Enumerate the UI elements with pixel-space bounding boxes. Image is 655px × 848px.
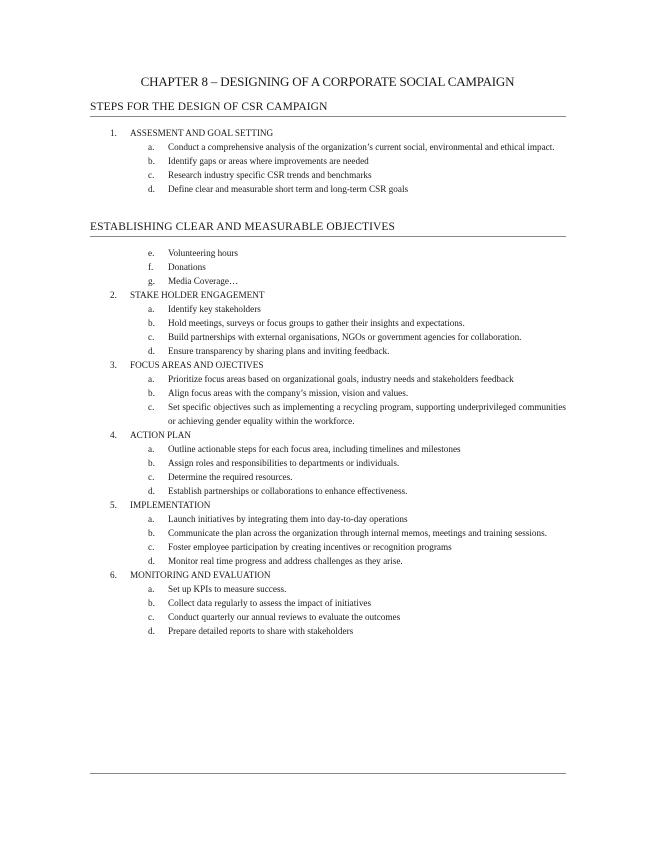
sub-item (0, 372, 655, 386)
objectives-list (0, 246, 655, 638)
sub-item-letter: c. (148, 472, 155, 482)
sub-item-letter: a. (148, 304, 155, 314)
sub-item-letter: b. (148, 388, 155, 398)
sub-item-letter: b. (148, 598, 155, 608)
sub-item (0, 140, 655, 154)
sub-item (0, 330, 655, 344)
list-item (0, 498, 655, 512)
sub-item-text: Research industry specific CSR trends and benchmarks (168, 170, 372, 180)
sub-item-text: Establish partnerships or collaborations to enhance effectiveness. (168, 486, 408, 496)
sub-item-letter: a. (148, 142, 155, 152)
sub-item (0, 246, 655, 260)
sub-item-text: Identify gaps or areas where improvements are needed (168, 156, 369, 166)
item-label: MONITORING AND EVALUATION (130, 570, 271, 580)
sub-item-text: Define clear and measurable short term and long-term CSR goals (168, 184, 409, 194)
sub-item-letter: c. (148, 612, 155, 622)
sub-item-letter: c. (148, 170, 155, 180)
sub-item-text: Volunteering hours (168, 248, 239, 258)
sub-item-letter: a. (148, 444, 155, 454)
sub-item-text: Monitor real time progress and address challenges as they arise. (168, 556, 403, 566)
sub-item (0, 554, 655, 568)
item-label: STAKE HOLDER ENGAGEMENT (130, 290, 265, 300)
sub-item-text: Hold meetings, surveys or focus groups to gather their insights and expectations. (168, 318, 465, 328)
sub-item (0, 400, 655, 428)
sub-item-letter: d. (148, 346, 155, 356)
item-label: IMPLEMENTATION (130, 500, 211, 510)
item-label: ASSESMENT AND GOAL SETTING (130, 128, 274, 138)
sub-item-letter: d. (148, 556, 155, 566)
sub-item-text: Launch initiatives by integrating them into day-to-day operations (168, 514, 408, 524)
list-item (0, 428, 655, 442)
sub-item-letter: a. (148, 514, 155, 524)
sub-item (0, 512, 655, 526)
sub-item-letter: b. (148, 458, 155, 468)
sub-item (0, 344, 655, 358)
item-label: FOCUS AREAS AND OJECTIVES (130, 360, 264, 370)
sub-item (0, 470, 655, 484)
sub-item-letter: b. (148, 318, 155, 328)
sub-item (0, 484, 655, 498)
sub-item-text: Identify key stakeholders (168, 304, 261, 314)
sub-item (0, 274, 655, 288)
sub-item-text: Conduct quarterly our annual reviews to evaluate the outcomes (168, 612, 401, 622)
sub-item (0, 316, 655, 330)
sub-item-text: Prioritize focus areas based on organizational goals, industry needs and stakeholders feedback (168, 374, 514, 384)
sub-item-text: Determine the required resources. (168, 472, 293, 482)
sub-item (0, 526, 655, 540)
sub-item (0, 456, 655, 470)
sub-item-text: Ensure transparency by sharing plans and inviting feedback. (168, 346, 390, 356)
sub-item-text: Build partnerships with external organisations, NGOs or government agencies for collaboration. (168, 332, 522, 342)
item-number: 1. (110, 128, 117, 138)
sub-item-letter: c. (148, 402, 155, 412)
sub-item-letter: a. (148, 374, 155, 384)
sub-item-letter: e. (148, 248, 155, 258)
section-heading-objectives: ESTABLISHING CLEAR AND MEASURABLE OBJECTIVES (90, 221, 566, 237)
list-item (0, 126, 655, 140)
item-number: 5. (110, 500, 117, 510)
list-item (0, 568, 655, 582)
sub-item-letter: b. (148, 156, 155, 166)
sub-item (0, 154, 655, 168)
section-heading-steps: STEPS FOR THE DESIGN OF CSR CAMPAIGN (90, 101, 566, 117)
sub-item-letter: d. (148, 184, 155, 194)
steps-list (0, 126, 655, 196)
sub-item-text: Donations (168, 262, 206, 272)
list-item (0, 288, 655, 302)
sub-item-text: Align focus areas with the company’s mission, vision and values. (168, 388, 409, 398)
sub-item-letter: a. (148, 584, 155, 594)
sub-item-text: Communicate the plan across the organization through internal memos, meetings and training sessions. (168, 528, 547, 538)
sub-item (0, 386, 655, 400)
sub-item-letter: d. (148, 626, 155, 636)
item-label: ACTION PLAN (130, 430, 191, 440)
sub-item-text: Assign roles and responsibilities to departments or individuals. (168, 458, 400, 468)
sub-item-letter: b. (148, 528, 155, 538)
item-number: 2. (110, 290, 117, 300)
sub-item-letter: f. (148, 262, 154, 272)
sub-item-text: Conduct a comprehensive analysis of the organization’s current social, environmental and ethical impact. (168, 142, 555, 152)
sub-item-letter: d. (148, 486, 155, 496)
sub-item-letter: c. (148, 332, 155, 342)
sub-item (0, 260, 655, 274)
sub-item-text: Set up KPIs to measure success. (168, 584, 287, 594)
item-number: 3. (110, 360, 117, 370)
sub-item (0, 610, 655, 624)
sub-item (0, 442, 655, 456)
sub-item (0, 582, 655, 596)
sub-item (0, 540, 655, 554)
sub-item (0, 302, 655, 316)
list-item (0, 358, 655, 372)
sub-item (0, 168, 655, 182)
sub-item-text: Outline actionable steps for each focus area, including timelines and milestones (168, 444, 461, 454)
sub-item (0, 182, 655, 196)
chapter-title: CHAPTER 8 – DESIGNING OF A CORPORATE SOCIAL CAMPAIGN (140, 74, 515, 89)
sub-item-text: Foster employee participation by creating incentives or recognition programs (168, 542, 452, 552)
footer-divider (90, 773, 566, 774)
sub-item-text: Set specific objectives such as implementing a recycling program, supporting underprivileged communities or achieving gender equality within the workforce. (168, 402, 566, 426)
sub-item-text: Prepare detailed reports to share with stakeholders (168, 626, 354, 636)
sub-item-text: Collect data regularly to assess the impact of initiatives (168, 598, 372, 608)
sub-item (0, 624, 655, 638)
item-number: 4. (110, 430, 117, 440)
sub-item-text: Media Coverage… (168, 276, 239, 286)
sub-item (0, 596, 655, 610)
item-number: 6. (110, 570, 117, 580)
sub-item-letter: g. (148, 276, 155, 286)
sub-item-letter: c. (148, 542, 155, 552)
